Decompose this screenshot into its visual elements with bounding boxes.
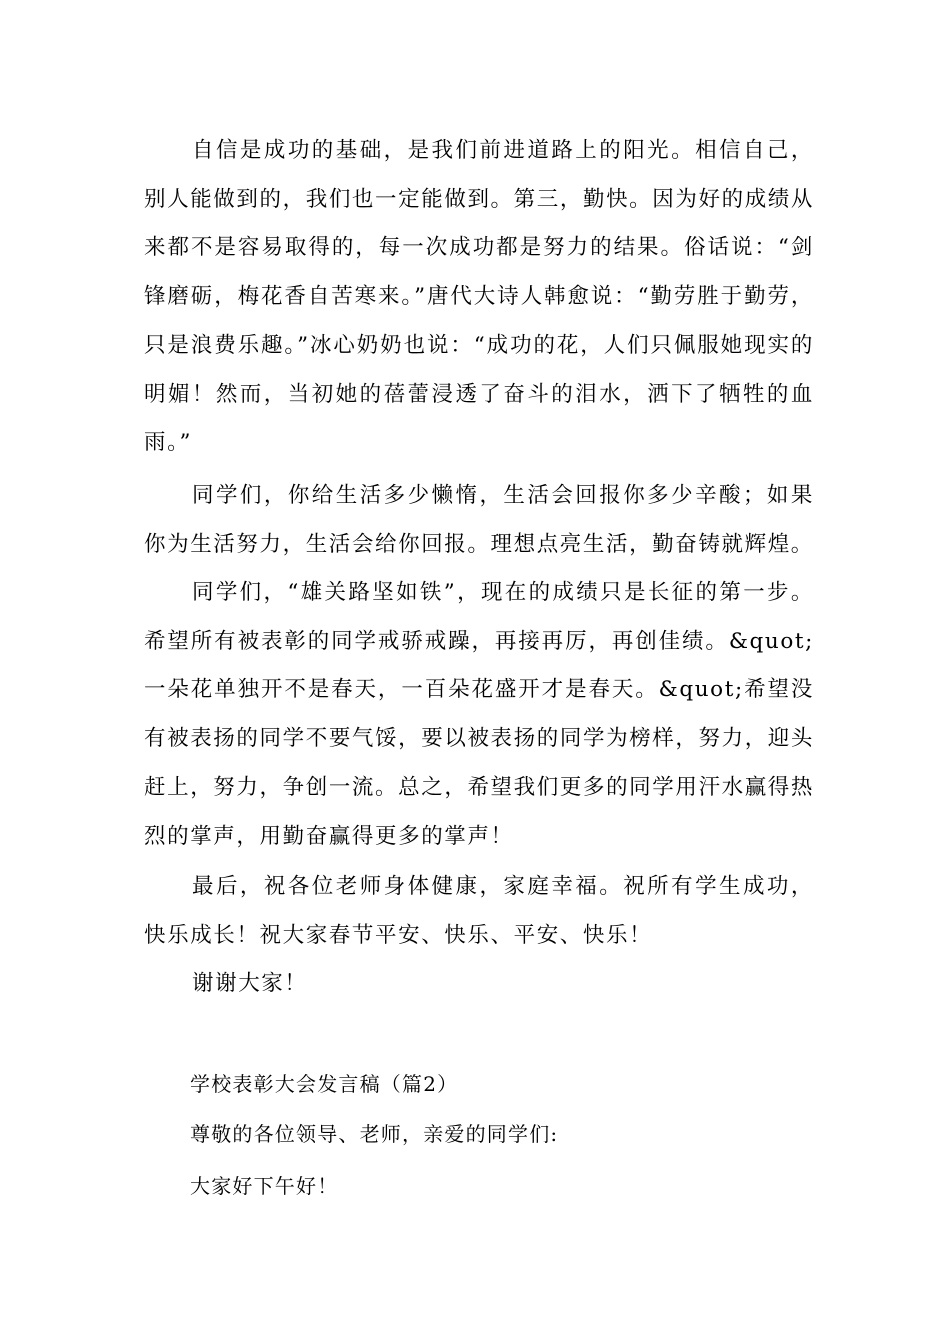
greeting: 大家好下午好！	[190, 1174, 339, 1198]
body-paragraph-3: 同学们，“雄关路坚如铁”，现在的成绩只是长征的第一步。希望所有被表彰的同学戒骄戒躁，再接再厉，再创佳绩。&quot;一朵花单独开不是春天，一百朵花盛开才是春天。&quot;希望没有被表扬的同学不要气馁，要以被表扬的同学为榜样，努力，迎头赶上，努力，争创一流。总之，希望我们更多的同学用汗水赢得热烈的掌声，用勤奋赢得更多的掌声！	[144, 580, 814, 849]
body-paragraph-2: 同学们，你给生活多少懒惰，生活会回报你多少辛酸；如果你为生活努力，生活会给你回报。理想点亮生活，勤奋铸就辉煌。	[144, 483, 814, 557]
salutation: 尊敬的各位领导、老师，亲爱的同学们:	[190, 1122, 559, 1146]
body-paragraph-1: 自信是成功的基础，是我们前进道路上的阳光。相信自己，别人能做到的，我们也一定能做到。第三，勤快。因为好的成绩从来都不是容易取得的，每一次成功都是努力的结果。俗话说：“剑锋磨砺，梅花香自苦寒来。”唐代大诗人韩愈说：“勤劳胜于勤劳，只是浪费乐趣。”冰心奶奶也说：“成功的花，人们只佩服她现实的明媚！然而，当初她的蓓蕾浸透了奋斗的泪水，洒下了牺牲的血雨。”	[144, 138, 814, 456]
body-paragraph-5: 谢谢大家！	[192, 971, 308, 996]
section-title: 学校表彰大会发言稿（篇2）	[190, 1072, 459, 1096]
body-paragraph-4: 最后，祝各位老师身体健康，家庭幸福。祝所有学生成功，快乐成长！祝大家春节平安、快乐、平安、快乐！	[144, 874, 814, 948]
